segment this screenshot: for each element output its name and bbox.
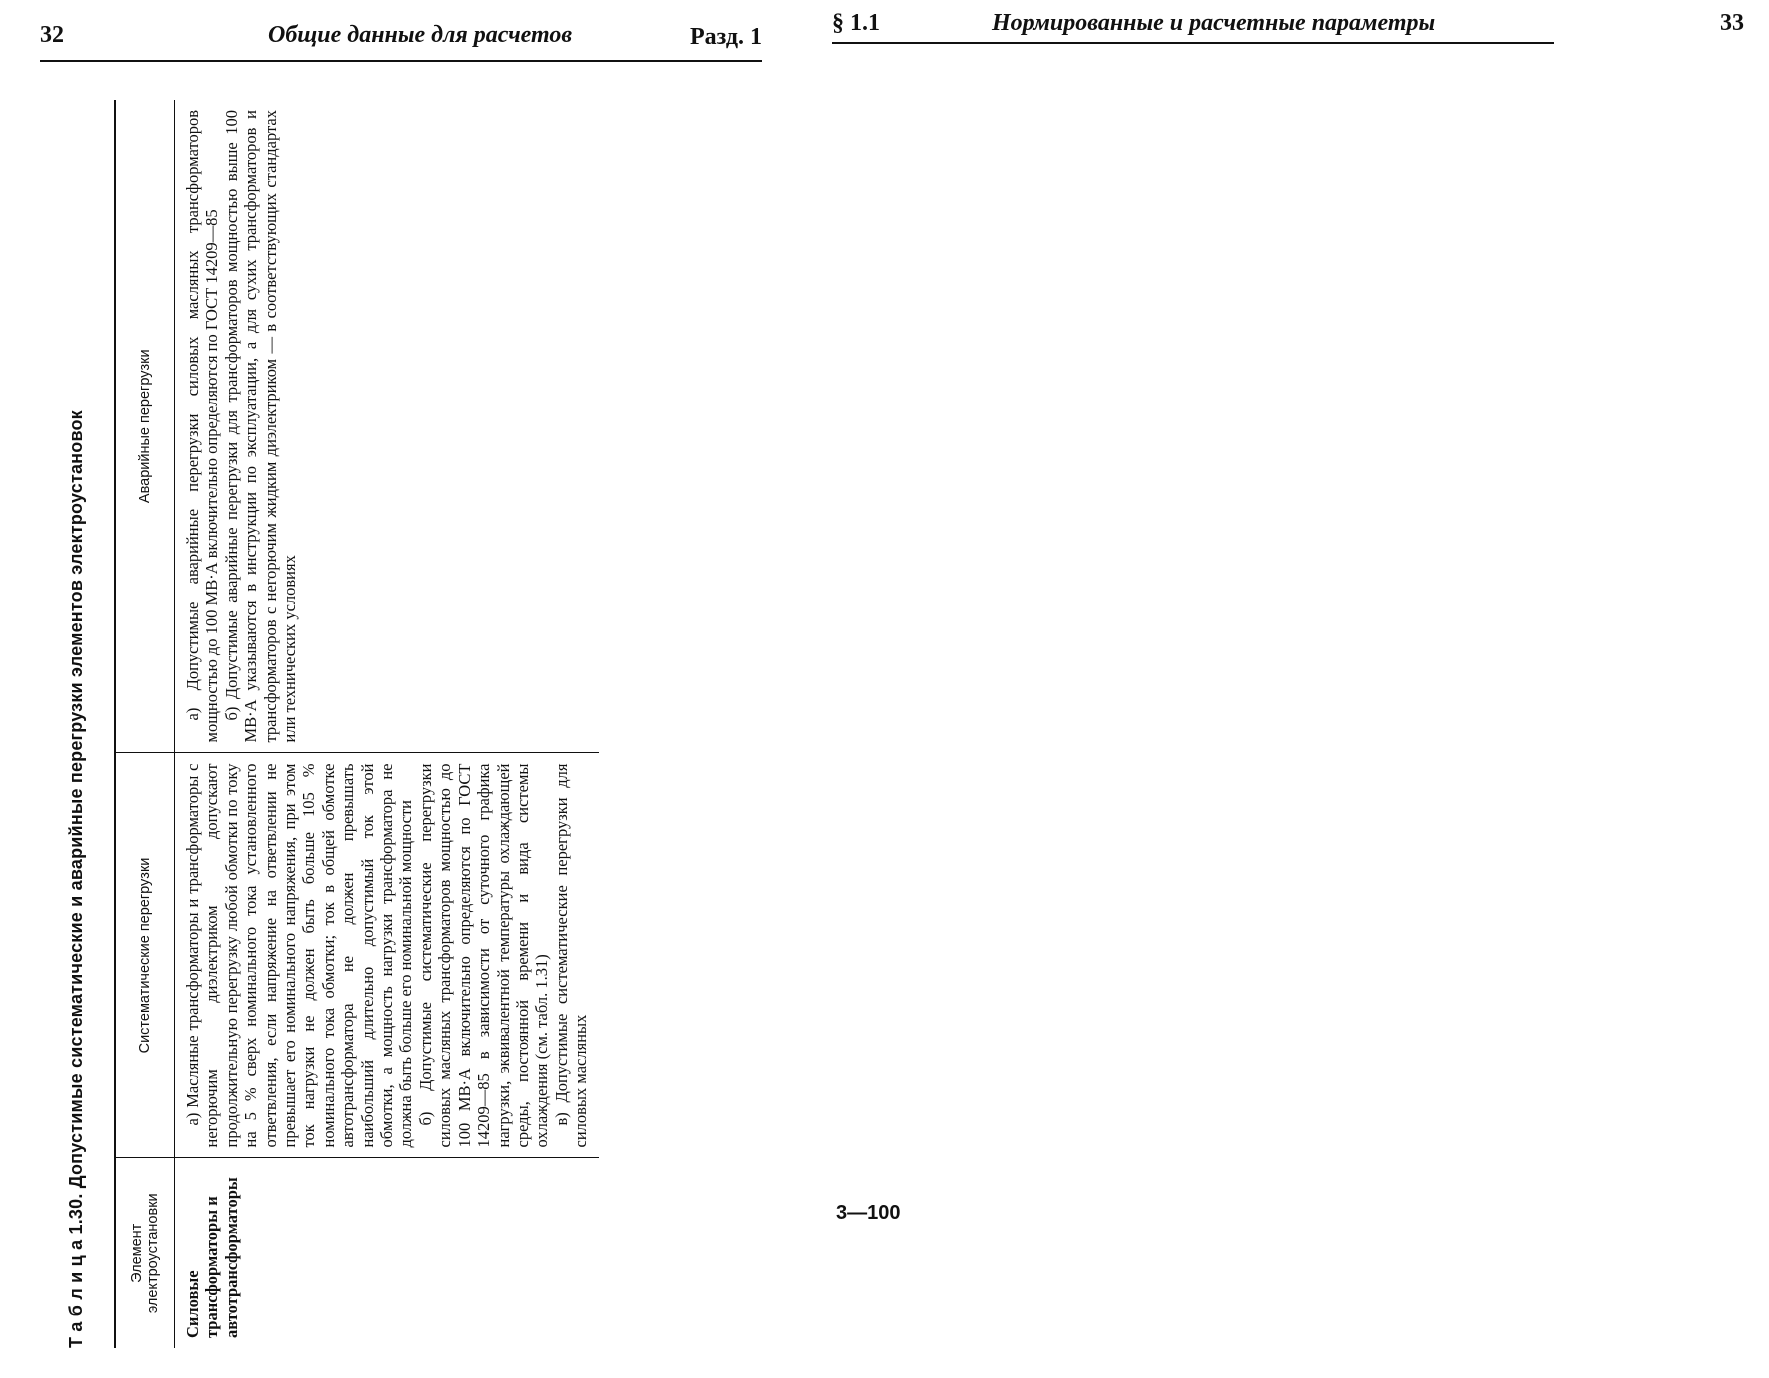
table-1-30 [60, 100, 868, 1348]
col-header-emergency: Аварийные перегрузки [115, 100, 175, 753]
signature-mark: 3—100 [836, 1202, 901, 1224]
element-name: Силовые трансформаторы и автотрансформаторы [183, 1177, 241, 1338]
table-caption: Т а б л и ц а 1.30. Допустимые систематические и аварийные перегрузки элементов электроустановок [66, 410, 86, 1348]
section-label: § 1.1 [832, 10, 880, 36]
emergency-a: а) Допустимые аварийные перегрузки силовых масляных трансформаторов мощностью до 100 МВ·А включительно определяются по ГОСТ 14209—85 [183, 110, 222, 743]
page-number: 33 [1720, 10, 1744, 36]
emergency-cell [175, 100, 599, 753]
running-title: Нормированные и расчетные параметры [992, 10, 1436, 36]
systematic-cell [175, 753, 599, 1158]
systematic-c: в) Допустимые систематические перегрузки для силовых масляных [551, 763, 591, 1148]
col-header-systematic: Систематические перегрузки [115, 753, 175, 1158]
running-title: Общие данные для расчетов [268, 22, 573, 48]
col-header-element: Элемент электроустановки [115, 1158, 175, 1348]
right-page [832, 0, 1769, 1378]
section-label: Разд. 1 [690, 24, 763, 50]
element-cell [175, 1158, 599, 1348]
header-rule [832, 42, 1554, 44]
header-rule [40, 60, 762, 62]
emergency-b: б) Допустимые аварийные перегрузки для трансформаторов мощностью выше 100 МВ·А указываются в инструкции по эксплуатации, а для сухих трансформаторов и трансформаторов с негорючим жидким диэлектриком — в соответствующих стандартах или технических условиях [221, 110, 300, 743]
systematic-a: а) Масляные трансформаторы и трансформаторы с негорючим диэлектриком допускают продолжительную перегрузку любой обмотки по току на 5 % сверх номинального тока установленного ответвления, если напряжение на ответвлении не превышает его номинального напряжения, при этом ток нагрузки не должен быть больше 105 % номинального тока обмотки; ток в общей обмотке автотрансформатора не должен превышать наибольший длительно допустимый ток этой обмотки, а мощность нагрузки трансформатора не должна быть больше его номинальной мощности [183, 763, 416, 1148]
table-header-row [115, 100, 175, 1348]
table-row [175, 100, 599, 1348]
systematic-b: б) Допустимые систематические перегрузки силовых масляных трансформаторов мощностью до 100 МВ·А включительно определяются по ГОСТ 14209—85 в зависимости от суточного графика нагрузки, эквивалентной температуры охлаждающей среды, постоянной времени и вида системы охлаждения (см. табл. 1.31) [415, 763, 552, 1148]
overload-table [114, 100, 599, 1348]
left-page [0, 0, 880, 1378]
page-number: 32 [40, 22, 64, 48]
